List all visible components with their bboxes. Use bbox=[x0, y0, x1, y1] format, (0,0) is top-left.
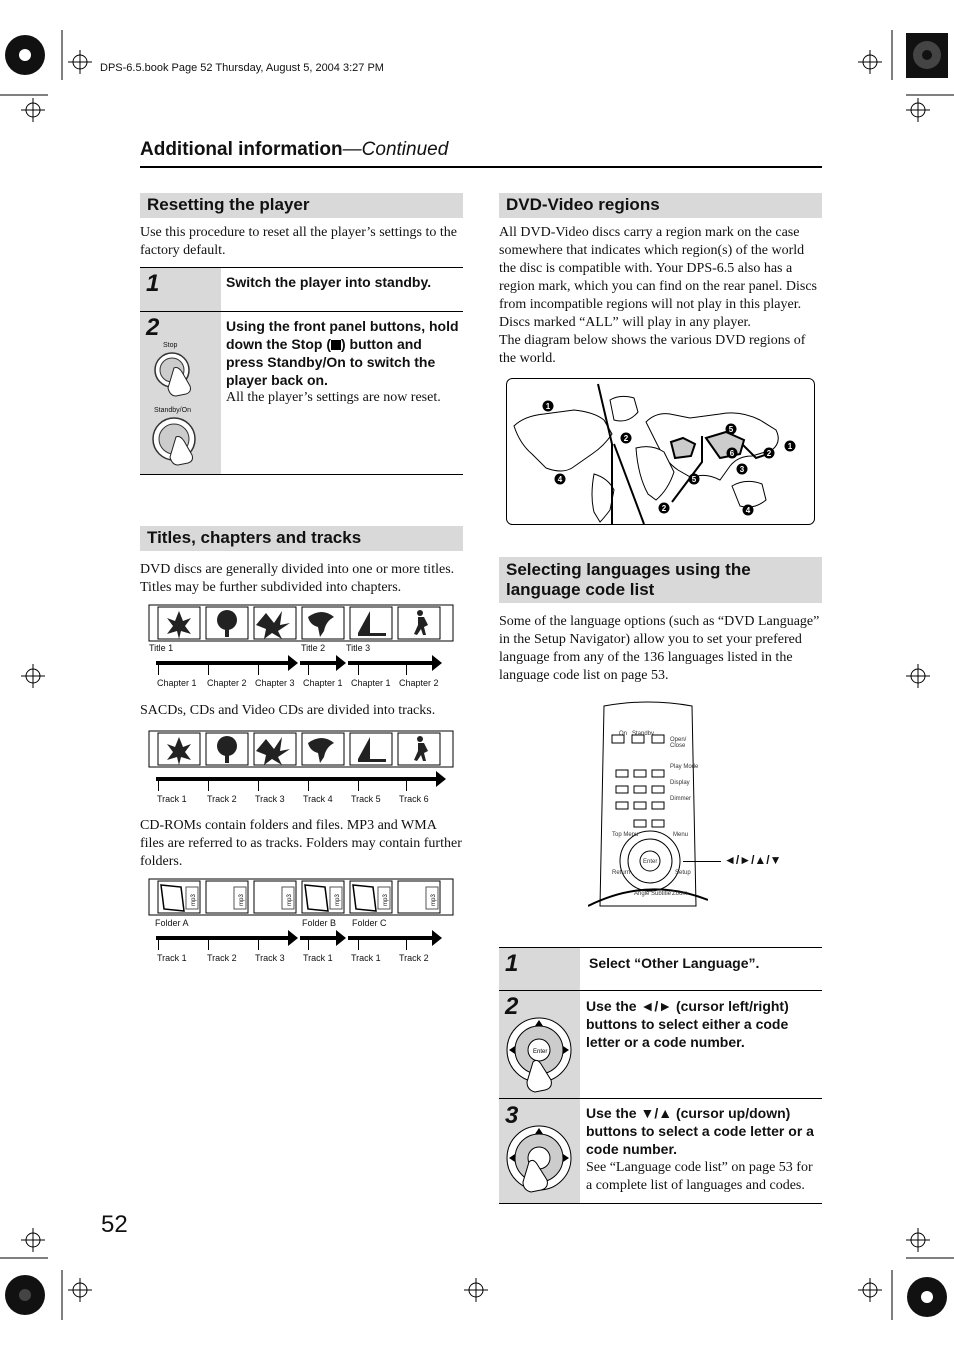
strip3-group-label: Folder C bbox=[352, 918, 387, 928]
reset-step1-text: Switch the player into standby. bbox=[226, 274, 432, 290]
lang-step-bottom-rule bbox=[499, 1203, 822, 1204]
left-right-arrows-icon: ◄/► bbox=[640, 998, 673, 1014]
strip1-item-label: Chapter 3 bbox=[255, 678, 295, 688]
strip3-tick bbox=[406, 940, 407, 950]
mp3-file-label: mp3 bbox=[334, 894, 341, 906]
region-marker-number: 6 bbox=[729, 449, 735, 458]
region-marker-number: 4 bbox=[557, 475, 563, 484]
strip1-tick bbox=[258, 665, 259, 675]
page-title-continued: —Continued bbox=[342, 139, 449, 160]
strip3-arrow-head bbox=[432, 930, 442, 946]
sacd-text: SACDs, CDs and Video CDs are divided into tracks. bbox=[140, 703, 436, 718]
lang-step3-text-a: Use the bbox=[586, 1105, 641, 1121]
languages-section-title bbox=[499, 557, 822, 603]
lang-step3-number: 3 bbox=[505, 1102, 519, 1129]
strip3-arrow-head bbox=[288, 930, 298, 946]
strip2-tick bbox=[158, 781, 159, 791]
strip1-arrow-head bbox=[288, 655, 298, 671]
remote-zoom-label: Zoom bbox=[672, 891, 688, 897]
strip3-arrow-shaft bbox=[156, 936, 290, 940]
strip2-arrow-head bbox=[436, 771, 446, 787]
title-rule bbox=[140, 166, 822, 168]
page-number: 52 bbox=[101, 1211, 128, 1238]
book-header-line: DPS-6.5.book Page 52 Thursday, August 5, 2004 3:27 PM bbox=[100, 62, 384, 74]
lang-step1-text: Select “Other Language”. bbox=[589, 955, 760, 971]
lang-step2-text-a: Use the bbox=[586, 998, 641, 1014]
strip3-item-label: Track 1 bbox=[351, 953, 381, 963]
strip3-group-label: Folder A bbox=[155, 918, 189, 928]
strip3-tick bbox=[308, 940, 309, 950]
cdrom-text: CD-ROMs contain folders and files. MP3 and WMA files are referred to as tracks. Folders may contain further folders. bbox=[140, 818, 462, 869]
strip2-item-label: Track 6 bbox=[399, 794, 429, 804]
stop-square-icon bbox=[331, 340, 341, 350]
strip3-arrows bbox=[150, 930, 450, 950]
remote-enter-label: Enter bbox=[643, 859, 658, 865]
languages-title-line2: language code list bbox=[506, 580, 655, 599]
mp3-file-label: mp3 bbox=[430, 894, 437, 906]
mp3-file-label: mp3 bbox=[238, 894, 245, 906]
remote-callout-line bbox=[683, 861, 721, 862]
strip1-tick bbox=[308, 665, 309, 675]
strip2-item-label: Track 1 bbox=[157, 794, 187, 804]
strip2-tick bbox=[308, 781, 309, 791]
strip3-item-label: Track 2 bbox=[399, 953, 429, 963]
standby-button-icon bbox=[150, 415, 210, 471]
strip3-item-label: Track 3 bbox=[255, 953, 285, 963]
regions-p1: All DVD-Video discs carry a region mark on the case somewhere that indicates which region(s) of the world the disc is compatible with. Your DPS-6.5 also has a region mark, which you can find on the rear panel. Discs from incompatible regions will not play in this player. Discs marked “ALL” will play in any player. bbox=[499, 225, 818, 330]
region-marker-number: 5 bbox=[728, 425, 734, 434]
strip3-item-label: Track 1 bbox=[157, 953, 187, 963]
strip1-item-label: Chapter 2 bbox=[207, 678, 247, 688]
strip3-arrow-shaft bbox=[300, 936, 338, 940]
lang-step3-note: See “Language code list” on page 53 for a complete list of languages and codes. bbox=[586, 1160, 813, 1193]
region-marker-number: 2 bbox=[661, 504, 667, 513]
strip1-arrow-shaft bbox=[300, 661, 338, 665]
up-down-arrows-icon: ▼/▲ bbox=[640, 1105, 673, 1121]
strip3-item-label: Track 2 bbox=[207, 953, 237, 963]
strip1-item-label: Chapter 1 bbox=[157, 678, 197, 688]
remote-display-label: Display bbox=[670, 780, 690, 786]
strip1-item-label: Chapter 1 bbox=[351, 678, 391, 688]
strip2-tick bbox=[358, 781, 359, 791]
strip2-item-label: Track 2 bbox=[207, 794, 237, 804]
strip2-item-label: Track 5 bbox=[351, 794, 381, 804]
strip1-arrow-shaft bbox=[156, 661, 290, 665]
region-marker-number: 5 bbox=[691, 475, 697, 484]
strip3-arrow-shaft bbox=[348, 936, 434, 940]
reset-step2-text-b: ) button and press Standby/On to switch the player back on. bbox=[226, 336, 436, 388]
strip1-group-label: Title 2 bbox=[301, 643, 326, 653]
titles-section-title: Titles, chapters and tracks bbox=[140, 526, 463, 551]
regions-section-title: DVD-Video regions bbox=[499, 193, 822, 218]
languages-title-line1: Selecting languages using the bbox=[506, 560, 751, 579]
strip1-group-label: Title 3 bbox=[346, 643, 371, 653]
cursor-pad-left-right-icon bbox=[505, 1016, 575, 1096]
remote-return-label: Return bbox=[612, 870, 631, 876]
lang-step3-text bbox=[586, 1104, 822, 1158]
stop-button-icon bbox=[152, 350, 208, 400]
region-marker-number: 3 bbox=[739, 465, 745, 474]
reset-step2-number: 2 bbox=[146, 314, 160, 341]
region-marker-number: 2 bbox=[623, 434, 629, 443]
film-strip-2 bbox=[148, 729, 454, 769]
cursor-pad-up-down-icon bbox=[505, 1124, 575, 1200]
reset-step1-number: 1 bbox=[146, 270, 160, 297]
strip1-arrows bbox=[150, 655, 450, 675]
strip1-tick bbox=[406, 665, 407, 675]
mp3-file-label: mp3 bbox=[286, 894, 293, 906]
strip1-arrow-shaft bbox=[348, 661, 434, 665]
page-title-main: Additional information bbox=[140, 139, 343, 160]
remote-top-menu-label: Top Menu bbox=[612, 832, 639, 838]
region-marker-number: 2 bbox=[766, 449, 772, 458]
remote-dimmer-label: Dimmer bbox=[670, 796, 691, 802]
strip3-tick bbox=[158, 940, 159, 950]
remote-on-label: On bbox=[619, 731, 628, 737]
strip2-item-label: Track 3 bbox=[255, 794, 285, 804]
strip2-tick bbox=[208, 781, 209, 791]
strip1-group-label: Title 1 bbox=[149, 643, 174, 653]
languages-intro: Some of the language options (such as “DVD Language” in the Setup Navigator) allow you to set your prefered language from any of the 136 languages listed in the language code list on page 53. bbox=[499, 614, 820, 683]
reset-step2-text-a: Using the front panel buttons, hold down the Stop ( bbox=[226, 318, 459, 352]
lang-step2-text-b: (cursor left/right) buttons to select either a code letter or a code number. bbox=[586, 998, 789, 1050]
strip3-group-label: Folder B bbox=[302, 918, 337, 928]
reset-step2-text bbox=[226, 317, 462, 389]
reset-step2-note: All the player’s settings are now reset. bbox=[226, 390, 441, 405]
regions-p2: The diagram below shows the various DVD regions of the world. bbox=[499, 333, 806, 366]
svg-text:Enter: Enter bbox=[533, 1049, 548, 1055]
strip1-tick bbox=[208, 665, 209, 675]
strip2-arrow-shaft bbox=[156, 777, 438, 781]
strip2-tick bbox=[406, 781, 407, 791]
lang-step3-text-b: (cursor up/down) buttons to select a code letter or a code number. bbox=[586, 1105, 814, 1157]
remote-play-mode-label: Play Mode bbox=[670, 764, 699, 770]
region-world-map bbox=[506, 378, 815, 525]
region-marker-number: 1 bbox=[545, 402, 551, 411]
strip1-arrow-head bbox=[432, 655, 442, 671]
strip2-arrows bbox=[150, 771, 450, 791]
stop-label: Stop bbox=[163, 342, 178, 349]
reset-step-bottom-rule bbox=[140, 474, 463, 475]
mp3-file-label: mp3 bbox=[190, 894, 197, 906]
region-marker-number: 4 bbox=[745, 506, 751, 515]
strip3-tick bbox=[208, 940, 209, 950]
strip2-tick bbox=[258, 781, 259, 791]
strip2-item-label: Track 4 bbox=[303, 794, 333, 804]
strip3-item-label: Track 1 bbox=[303, 953, 333, 963]
strip1-arrow-head bbox=[336, 655, 346, 671]
strip1-item-label: Chapter 2 bbox=[399, 678, 439, 688]
remote-angle-label: Angle bbox=[634, 891, 650, 897]
strip1-tick bbox=[158, 665, 159, 675]
remote-standby-label: Standby bbox=[632, 731, 655, 737]
titles-intro: DVD discs are generally divided into one or more titles. Titles may be further subdivided into chapters. bbox=[140, 562, 455, 595]
remote-menu-label: Menu bbox=[673, 832, 689, 838]
mp3-file-label: mp3 bbox=[382, 894, 389, 906]
remote-callout-arrows: ◄/►/▲/▼ bbox=[724, 853, 782, 867]
remote-open-close-label: Open/ Close bbox=[670, 737, 687, 749]
lang-step2-text bbox=[586, 997, 822, 1051]
page-title bbox=[140, 139, 448, 161]
reset-section-title: Resetting the player bbox=[140, 193, 463, 218]
strip3-arrow-head bbox=[336, 930, 346, 946]
strip1-tick bbox=[358, 665, 359, 675]
standby-label: Standby/On bbox=[154, 407, 191, 414]
lang-step1-number: 1 bbox=[505, 950, 519, 977]
lang-step2-number: 2 bbox=[505, 993, 519, 1020]
film-strip-1 bbox=[148, 603, 454, 643]
reset-intro: Use this procedure to reset all the player’s settings to the factory default. bbox=[140, 225, 457, 258]
strip1-item-label: Chapter 1 bbox=[303, 678, 343, 688]
strip3-tick bbox=[258, 940, 259, 950]
remote-subtitle-label: Subtitle bbox=[651, 891, 672, 897]
remote-setup-label: Setup bbox=[675, 870, 691, 876]
region-marker-number: 1 bbox=[787, 442, 793, 451]
strip3-tick bbox=[358, 940, 359, 950]
